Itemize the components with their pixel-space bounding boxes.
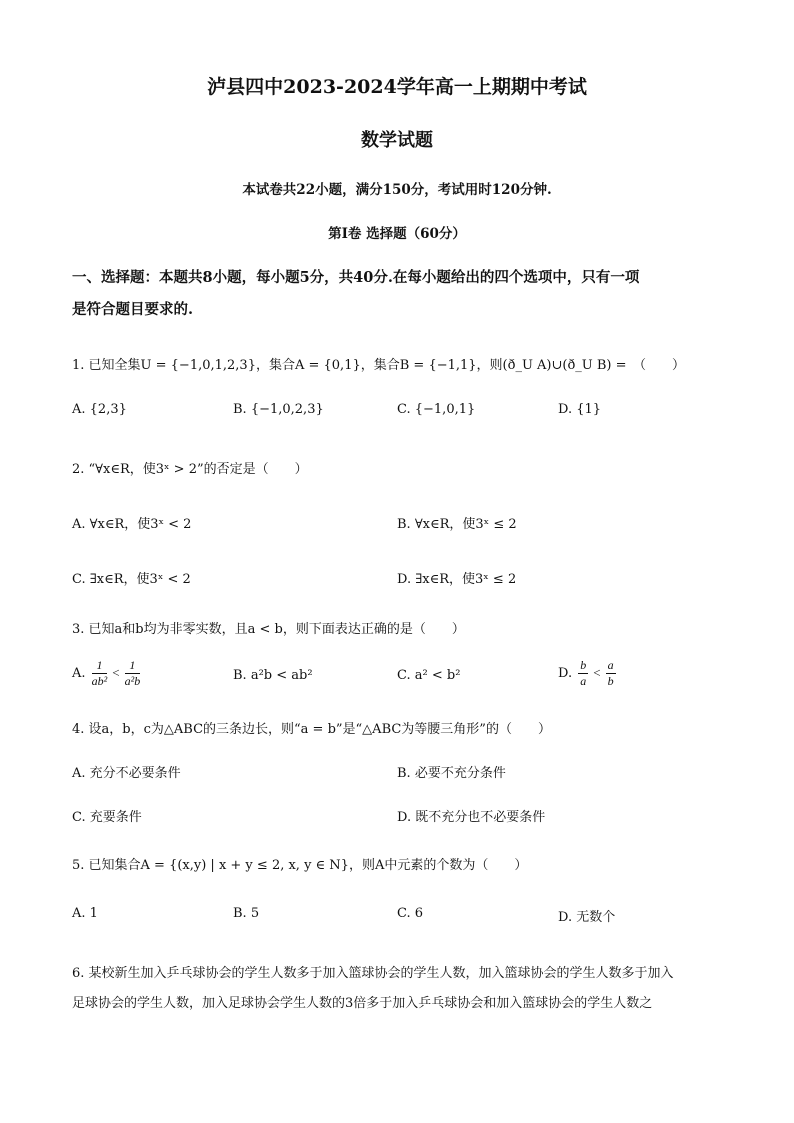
question-5-option-b: B. 5 bbox=[233, 906, 260, 921]
question-3-option-d bbox=[558, 658, 618, 689]
fraction-d-left bbox=[578, 658, 588, 689]
option-a-label: A. bbox=[72, 666, 86, 681]
question-2-stem: 2. “∀x∈R，使3ˣ > 2”的否定是（ ） bbox=[72, 462, 308, 477]
question-4-stem: 4. 设a，b，c为△ABC的三条边长，则“a = b”是“△ABC为等腰三角形”的（ ） bbox=[72, 722, 551, 737]
question-5-stem: 5. 已知集合A = {(x,y) | x + y ≤ 2, x, y ∈ N}，则A中元素的个数为（ ） bbox=[72, 858, 528, 873]
fraction-numerator: a bbox=[607, 658, 614, 672]
part-title: 第I卷 选择题（60分） bbox=[328, 226, 466, 242]
fraction-a-left bbox=[92, 658, 108, 689]
question-3-option-a bbox=[72, 658, 142, 689]
question-1-option-a: A. {2,3} bbox=[72, 402, 127, 417]
question-4-option-a: A. 充分不必要条件 bbox=[72, 766, 181, 781]
less-than-sign: < bbox=[593, 665, 601, 680]
subject-title: 数学试题 bbox=[361, 130, 433, 151]
question-3-option-b: B. a²b < ab² bbox=[233, 668, 313, 683]
question-4-option-c: C. 充要条件 bbox=[72, 810, 142, 825]
fraction-d-right bbox=[606, 658, 616, 689]
question-2-option-d: D. ∃x∈R，使3ˣ ≤ 2 bbox=[397, 572, 517, 587]
fraction-numerator: 1 bbox=[92, 658, 108, 674]
exam-info: 本试卷共22小题，满分150分，考试用时120分钟. bbox=[242, 182, 552, 198]
option-d-label: D. bbox=[558, 666, 573, 681]
question-2-option-c: C. ∃x∈R，使3ˣ < 2 bbox=[72, 572, 191, 587]
question-1-option-d: D. {1} bbox=[558, 402, 602, 417]
question-2-option-a: A. ∀x∈R，使3ˣ < 2 bbox=[72, 517, 192, 532]
question-5-option-d: D. 无数个 bbox=[558, 910, 616, 925]
question-4-option-b: B. 必要不充分条件 bbox=[397, 766, 506, 781]
question-1-option-c: C. {−1,0,1} bbox=[397, 402, 476, 417]
question-2-option-b: B. ∀x∈R，使3ˣ ≤ 2 bbox=[397, 517, 517, 532]
question-3-stem: 3. 已知a和b均为非零实数，且a < b，则下面表达正确的是（ ） bbox=[72, 622, 465, 637]
less-than-sign: < bbox=[112, 665, 120, 680]
question-6-line1: 6. 某校新生加入乒乓球协会的学生人数多于加入篮球协会的学生人数，加入篮球协会的学生人数多于加入 bbox=[72, 966, 674, 981]
fraction-denominator: a²b bbox=[124, 674, 141, 688]
fraction-denominator: a bbox=[580, 674, 587, 688]
question-5-option-a: A. 1 bbox=[72, 906, 98, 921]
fraction-a-right bbox=[125, 658, 141, 689]
question-3-option-c: C. a² < b² bbox=[397, 668, 461, 683]
section-heading-line2: 是符合题目要求的. bbox=[72, 301, 194, 318]
exam-title: 泸县四中2023-2024学年高一上期期中考试 bbox=[207, 76, 587, 98]
section-heading-line1: 一、选择题：本题共8小题，每小题5分，共40分.在每小题给出的四个选项中，只有一项 bbox=[72, 269, 640, 286]
question-4-option-d: D. 既不充分也不必要条件 bbox=[397, 810, 546, 825]
fraction-numerator: 1 bbox=[125, 658, 141, 674]
question-6-line2: 足球协会的学生人数，加入足球协会学生人数的3倍多于加入乒乓球协会和加入篮球协会的学生人数之 bbox=[72, 996, 653, 1011]
question-1-stem: 1. 已知全集U = {−1,0,1,2,3}，集合A = {0,1}，集合B = {−1,1}，则(ð_U A)∪(ð_U B) = （ ） bbox=[72, 358, 686, 373]
fraction-denominator: ab² bbox=[91, 674, 108, 688]
fraction-denominator: b bbox=[607, 674, 614, 688]
question-5-option-c: C. 6 bbox=[397, 906, 424, 921]
fraction-numerator: b bbox=[580, 658, 587, 672]
question-1-option-b: B. {−1,0,2,3} bbox=[233, 402, 324, 417]
